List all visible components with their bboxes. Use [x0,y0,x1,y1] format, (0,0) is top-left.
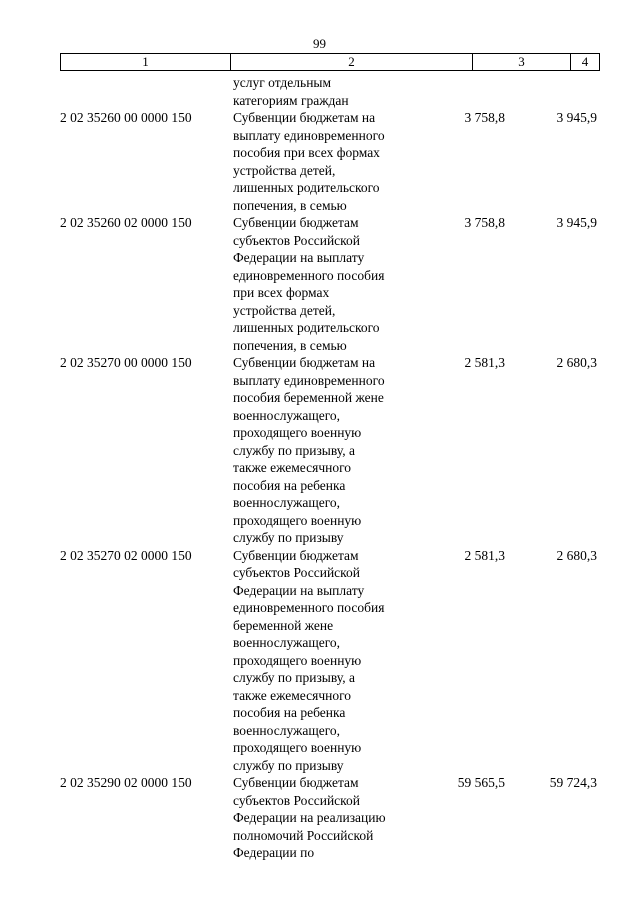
row-code: 2 02 35270 00 0000 150 [60,355,192,370]
row-description-line: Федерации по [233,845,315,860]
row-description-line: попечения, в семью [233,197,347,213]
row-value-col-3: 3 758,8 [464,215,505,230]
row-description-line: полномочий Российской [233,827,374,843]
row-description-line: Федерации на выплату [233,250,365,265]
row-description-line: устройства детей, [233,302,336,318]
row-description-line: единовременного пособия [233,600,385,615]
row-code: 2 02 35290 02 0000 150 [60,775,192,790]
header-col-2: 2 [231,54,473,70]
row-code: 2 02 35260 02 0000 150 [60,215,192,230]
row-description-line: военнослужащего, [233,635,341,650]
row-description-line: беременной жене [233,617,334,633]
row-description-line: Субвенции бюджетам [233,547,359,563]
row-description-line: выплату единовременного [233,127,385,143]
row-code: 2 02 35270 02 0000 150 [60,547,192,563]
row-description-line: субъектов Российской [233,232,361,248]
row-description-line: проходящего военную [233,652,362,668]
row-description-line: лишенных родительского [233,320,380,335]
row-description-line: пособия на ребенка [233,477,346,493]
row-description-line: пособия беременной жене [233,390,384,405]
row-description-line: службу по призыву [233,530,344,545]
row-value-col-4: 3 945,9 [556,110,597,125]
row-value-col-3: 2 581,3 [464,355,505,370]
row-value-col-4: 3 945,9 [556,215,597,230]
row-description-line: единовременного пособия [233,267,385,283]
continuation-line: категориям граждан [233,92,349,108]
row-value-col-4: 2 680,3 [556,547,597,563]
row-description-line: службу по призыву, а [233,442,355,458]
row-description-line: Субвенции бюджетам [233,215,359,230]
row-description-line: проходящего военную [233,425,362,440]
row-description-line: Федерации на выплату [233,582,365,598]
row-description-line: Субвенции бюджетам на [233,355,376,370]
continuation-line: услуг отдельным [233,75,332,90]
row-value-col-3: 59 565,5 [457,775,505,790]
header-col-4: 4 [581,54,589,69]
row-description-line: устройства детей, [233,162,336,178]
row-description-line: пособия на ребенка [233,705,346,720]
row-description-line: лишенных родительского [233,180,380,195]
row-description-line: Субвенции бюджетам [233,775,359,790]
row-description-line: службу по призыву, а [233,670,355,685]
row-description-line: субъектов Российской [233,792,361,808]
row-description-line: пособия при всех формах [233,145,380,160]
row-description-line: также ежемесячного [233,460,352,475]
table-header [60,53,600,71]
header-col-3: 3 [473,54,571,70]
row-description-line: Федерации на реализацию [233,810,386,825]
header-col-1: 1 [61,54,231,70]
row-description-line: военнослужащего, [233,722,341,738]
row-description-line: субъектов Российской [233,565,361,580]
row-value-col-4: 59 724,3 [549,775,597,790]
row-description-line: службу по призыву [233,757,344,773]
row-description-line: попечения, в семью [233,337,347,353]
row-description-line: выплату единовременного [233,372,385,388]
row-code: 2 02 35260 00 0000 150 [60,110,192,125]
row-description-line: при всех формах [233,285,330,300]
row-description-line: проходящего военную [233,740,362,755]
page-number: 99 [313,36,326,51]
row-description-line: также ежемесячного [233,687,352,703]
row-description-line: военнослужащего, [233,495,341,510]
row-description-line: проходящего военную [233,512,362,528]
row-description-line: Субвенции бюджетам на [233,110,376,125]
row-value-col-4: 2 680,3 [556,355,597,370]
row-description-line: военнослужащего, [233,407,341,423]
row-value-col-3: 3 758,8 [464,110,505,125]
row-value-col-3: 2 581,3 [464,547,505,563]
